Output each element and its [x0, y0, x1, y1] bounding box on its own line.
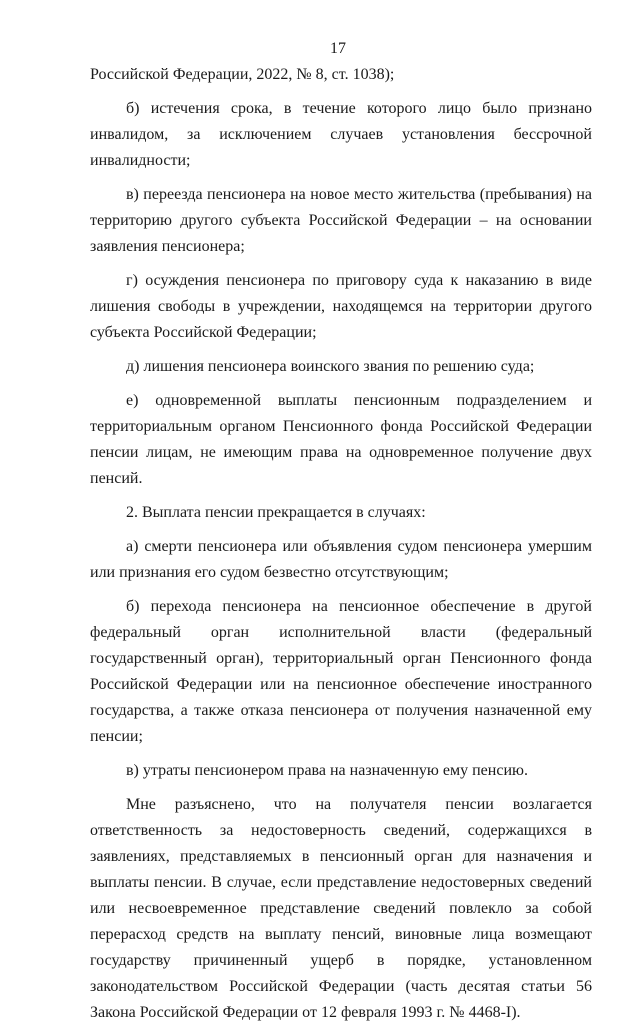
paragraph-responsibility-notice: Мне разъяснено, что на получателя пенсии возлагается ответственность за недостоверность сведений, содержащихся в заявлениях, представляемых в пенсионный орган для назначения и выплаты пенсии. В случае, если представление недостоверных сведений или несвоевременное представление сведений повлекло за собой перерасход средств на выплату пенсий, виновные лица возмещают государству причиненный ущерб в порядке, установленном законодательством Российской Федерации (часть десятая статьи 56 Закона Российской Федерации от 12 февраля 1993 г. № 4468-I). — [90, 796, 592, 1021]
page-number: 17 — [330, 40, 346, 57]
paragraph-item-v: в) переезда пенсионера на новое место жительства (пребывания) на территорию другого субъекта Российской Федерации – на основании заявления пенсионера; — [90, 186, 592, 255]
paragraph-section-2-item-b: б) перехода пенсионера на пенсионное обеспечение в другой федеральный орган исполнительной власти (федеральный государственный орган), территориальный орган Пенсионного фонда Российской Федерации или на пенсионное обеспечение иностранного государства, а также отказа пенсионера от получения назначенной ему пенсии; — [90, 598, 592, 745]
paragraph-section-2-item-a: а) смерти пенсионера или объявления судом пенсионера умершим или признания его судом безвестно отсутствующим; — [90, 538, 592, 581]
paragraph-section-2-item-v: в) утраты пенсионером права на назначенную ему пенсию. — [126, 762, 528, 779]
paragraph-section-2-heading: 2. Выплата пенсии прекращается в случаях: — [126, 504, 426, 521]
paragraph-item-b: б) истечения срока, в течение которого лицо было признано инвалидом, за исключением случаев установления бессрочной инвалидности; — [90, 100, 592, 169]
document-body — [90, 62, 592, 1026]
paragraph-item-e: е) одновременной выплаты пенсионным подразделением и территориальным органом Пенсионного фонда Российской Федерации пенсии лицам, не имеющим права на одновременное получение двух пенсий. — [90, 392, 592, 487]
paragraph-item-g: г) осуждения пенсионера по приговору суда к наказанию в виде лишения свободы в учреждении, находящемся на территории другого субъекта Российской Федерации; — [90, 272, 592, 341]
paragraph-item-d: д) лишения пенсионера воинского звания по решению суда; — [126, 358, 535, 375]
paragraph-continuation: Российской Федерации, 2022, № 8, ст. 1038); — [90, 66, 395, 83]
